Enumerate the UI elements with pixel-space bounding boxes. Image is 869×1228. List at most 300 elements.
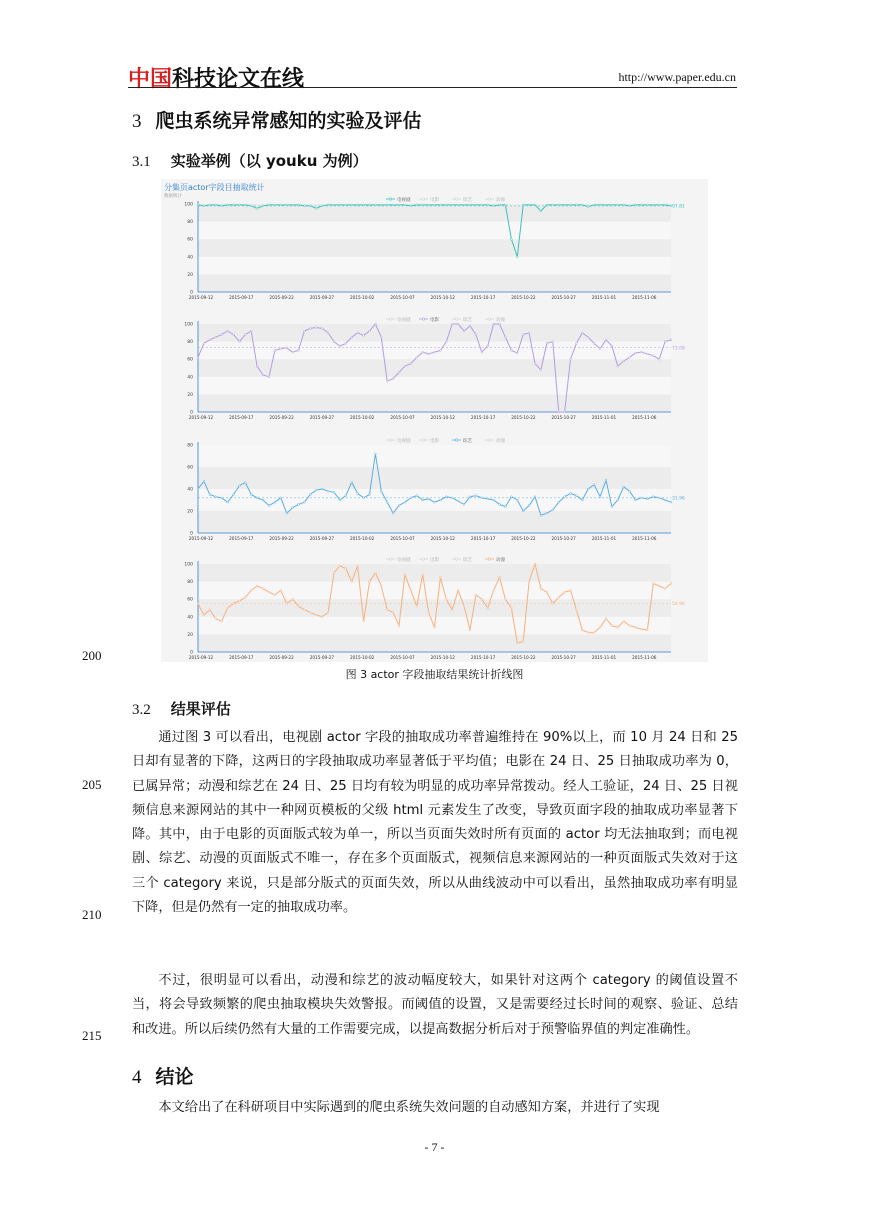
data-point[interactable] [197, 204, 199, 206]
data-point[interactable] [351, 581, 353, 583]
data-point[interactable] [593, 484, 595, 486]
data-point[interactable] [516, 499, 518, 501]
data-point[interactable] [587, 336, 589, 338]
data-point[interactable] [268, 505, 270, 507]
data-point[interactable] [422, 499, 424, 501]
data-point[interactable] [434, 351, 436, 353]
data-point[interactable] [386, 204, 388, 206]
data-point[interactable] [256, 365, 258, 367]
data-point[interactable] [203, 342, 205, 344]
data-point[interactable] [522, 204, 524, 206]
data-point[interactable] [540, 515, 542, 517]
header-url[interactable]: http://www.paper.edu.cn [618, 70, 736, 84]
data-point[interactable] [256, 208, 258, 210]
data-point[interactable] [664, 204, 666, 206]
data-point[interactable] [268, 204, 270, 206]
data-point[interactable] [664, 588, 666, 590]
data-point[interactable] [605, 618, 607, 620]
data-point[interactable] [274, 501, 276, 503]
data-point[interactable] [481, 598, 483, 600]
data-point[interactable] [298, 350, 300, 352]
data-point[interactable] [309, 494, 311, 496]
data-point[interactable] [380, 204, 382, 206]
data-point[interactable] [386, 501, 388, 503]
data-point[interactable] [629, 490, 631, 492]
data-point[interactable] [623, 486, 625, 488]
data-point[interactable] [440, 576, 442, 578]
data-point[interactable] [487, 204, 489, 206]
data-point[interactable] [386, 380, 388, 382]
data-point[interactable] [481, 204, 483, 206]
data-point[interactable] [540, 369, 542, 371]
data-point[interactable] [404, 204, 406, 206]
data-point[interactable] [197, 603, 199, 605]
data-point[interactable] [617, 365, 619, 367]
data-point[interactable] [658, 497, 660, 499]
data-point[interactable] [197, 488, 199, 490]
data-point[interactable] [534, 496, 536, 498]
data-point[interactable] [221, 620, 223, 622]
data-point[interactable] [528, 505, 530, 507]
data-point[interactable] [233, 334, 235, 336]
data-point[interactable] [286, 603, 288, 605]
data-point[interactable] [451, 204, 453, 206]
data-point[interactable] [499, 204, 501, 206]
data-point[interactable] [369, 204, 371, 206]
data-point[interactable] [469, 629, 471, 631]
data-point[interactable] [363, 620, 365, 622]
data-point[interactable] [593, 632, 595, 634]
data-point[interactable] [434, 626, 436, 628]
data-point[interactable] [280, 348, 282, 350]
data-point[interactable] [398, 505, 400, 507]
data-point[interactable] [635, 352, 637, 354]
data-point[interactable] [280, 497, 282, 499]
data-point[interactable] [505, 506, 507, 508]
data-point[interactable] [475, 594, 477, 596]
data-point[interactable] [209, 339, 211, 341]
data-point[interactable] [244, 597, 246, 599]
data-point[interactable] [309, 328, 311, 330]
data-point[interactable] [623, 620, 625, 622]
data-point[interactable] [422, 351, 424, 353]
data-point[interactable] [528, 332, 530, 334]
data-point[interactable] [374, 204, 376, 206]
data-point[interactable] [380, 336, 382, 338]
data-point[interactable] [404, 365, 406, 367]
data-point[interactable] [564, 591, 566, 593]
data-point[interactable] [641, 204, 643, 206]
data-point[interactable] [505, 598, 507, 600]
data-point[interactable] [238, 600, 240, 602]
data-point[interactable] [203, 614, 205, 616]
data-point[interactable] [457, 500, 459, 502]
data-point[interactable] [374, 323, 376, 325]
data-point[interactable] [244, 482, 246, 484]
data-point[interactable] [570, 493, 572, 495]
data-point[interactable] [233, 494, 235, 496]
data-point[interactable] [576, 204, 578, 206]
data-point[interactable] [250, 330, 252, 332]
data-point[interactable] [292, 598, 294, 600]
data-point[interactable] [333, 341, 335, 343]
data-point[interactable] [487, 345, 489, 347]
data-point[interactable] [505, 204, 507, 206]
data-point[interactable] [304, 330, 306, 332]
data-point[interactable] [238, 341, 240, 343]
data-point[interactable] [244, 334, 246, 336]
data-point[interactable] [274, 594, 276, 596]
data-point[interactable] [552, 204, 554, 206]
data-point[interactable] [481, 351, 483, 353]
data-point[interactable] [670, 205, 672, 207]
data-point[interactable] [623, 204, 625, 206]
data-point[interactable] [623, 360, 625, 362]
data-point[interactable] [475, 495, 477, 497]
data-point[interactable] [593, 204, 595, 206]
data-point[interactable] [652, 204, 654, 206]
data-point[interactable] [445, 204, 447, 206]
data-point[interactable] [392, 512, 394, 514]
data-point[interactable] [238, 204, 240, 206]
legend-label[interactable]: 电视剧 [397, 557, 411, 563]
data-point[interactable] [516, 352, 518, 354]
data-point[interactable] [652, 496, 654, 498]
data-point[interactable] [280, 590, 282, 592]
data-point[interactable] [570, 204, 572, 206]
data-point[interactable] [652, 582, 654, 584]
data-point[interactable] [576, 495, 578, 497]
data-point[interactable] [369, 330, 371, 332]
data-point[interactable] [321, 205, 323, 207]
data-point[interactable] [197, 357, 199, 359]
data-point[interactable] [440, 350, 442, 352]
data-point[interactable] [274, 204, 276, 206]
data-point[interactable] [345, 495, 347, 497]
data-point[interactable] [475, 334, 477, 336]
data-point[interactable] [564, 496, 566, 498]
data-point[interactable] [351, 204, 353, 206]
data-point[interactable] [646, 353, 648, 355]
data-point[interactable] [238, 485, 240, 487]
data-point[interactable] [670, 582, 672, 584]
data-point[interactable] [451, 323, 453, 325]
data-point[interactable] [617, 499, 619, 501]
data-point[interactable] [505, 336, 507, 338]
data-point[interactable] [581, 629, 583, 631]
data-point[interactable] [321, 328, 323, 330]
data-point[interactable] [221, 497, 223, 499]
data-point[interactable] [227, 607, 229, 609]
data-point[interactable] [410, 497, 412, 499]
data-point[interactable] [599, 626, 601, 628]
data-point[interactable] [262, 499, 264, 501]
data-point[interactable] [516, 642, 518, 644]
data-point[interactable] [428, 498, 430, 500]
data-point[interactable] [233, 603, 235, 605]
data-point[interactable] [321, 488, 323, 490]
data-point[interactable] [510, 350, 512, 352]
data-point[interactable] [215, 204, 217, 206]
data-point[interactable] [510, 607, 512, 609]
data-point[interactable] [327, 332, 329, 334]
data-point[interactable] [327, 612, 329, 614]
data-point[interactable] [445, 341, 447, 343]
data-point[interactable] [345, 342, 347, 344]
data-point[interactable] [534, 204, 536, 206]
data-point[interactable] [339, 565, 341, 567]
data-point[interactable] [635, 499, 637, 501]
legend-label[interactable]: 电影 [430, 317, 439, 323]
data-point[interactable] [605, 339, 607, 341]
data-point[interactable] [440, 204, 442, 206]
data-point[interactable] [564, 204, 566, 206]
data-point[interactable] [646, 204, 648, 206]
data-point[interactable] [416, 495, 418, 497]
data-point[interactable] [463, 204, 465, 206]
data-point[interactable] [333, 204, 335, 206]
legend-label[interactable]: 动漫 [496, 317, 505, 323]
data-point[interactable] [510, 496, 512, 498]
data-point[interactable] [363, 204, 365, 206]
legend-label[interactable]: 电视剧 [397, 317, 411, 323]
data-point[interactable] [250, 590, 252, 592]
data-point[interactable] [363, 497, 365, 499]
data-point[interactable] [392, 378, 394, 380]
data-point[interactable] [587, 488, 589, 490]
data-point[interactable] [493, 323, 495, 325]
data-point[interactable] [233, 204, 235, 206]
data-point[interactable] [522, 334, 524, 336]
data-point[interactable] [398, 204, 400, 206]
data-point[interactable] [309, 205, 311, 207]
data-point[interactable] [445, 496, 447, 498]
data-point[interactable] [593, 342, 595, 344]
data-point[interactable] [357, 565, 359, 567]
data-point[interactable] [570, 358, 572, 360]
data-point[interactable] [646, 498, 648, 500]
data-point[interactable] [339, 345, 341, 347]
data-point[interactable] [321, 616, 323, 618]
data-point[interactable] [546, 591, 548, 593]
data-point[interactable] [209, 204, 211, 206]
legend-label[interactable]: 电影 [430, 197, 439, 203]
data-point[interactable] [333, 491, 335, 493]
data-point[interactable] [309, 612, 311, 614]
data-point[interactable] [374, 572, 376, 574]
data-point[interactable] [203, 480, 205, 482]
data-point[interactable] [516, 256, 518, 258]
data-point[interactable] [227, 204, 229, 206]
data-point[interactable] [558, 411, 560, 413]
data-point[interactable] [558, 597, 560, 599]
data-point[interactable] [369, 581, 371, 583]
data-point[interactable] [587, 206, 589, 208]
data-point[interactable] [410, 363, 412, 365]
data-point[interactable] [298, 204, 300, 206]
data-point[interactable] [658, 585, 660, 587]
data-point[interactable] [374, 453, 376, 455]
data-point[interactable] [404, 501, 406, 503]
data-point[interactable] [250, 205, 252, 207]
data-point[interactable] [286, 347, 288, 349]
data-point[interactable] [280, 204, 282, 206]
data-point[interactable] [215, 496, 217, 498]
data-point[interactable] [422, 204, 424, 206]
data-point[interactable] [262, 588, 264, 590]
data-point[interactable] [345, 568, 347, 570]
data-point[interactable] [528, 204, 530, 206]
data-point[interactable] [463, 504, 465, 506]
data-point[interactable] [493, 499, 495, 501]
data-point[interactable] [635, 204, 637, 206]
data-point[interactable] [380, 585, 382, 587]
data-point[interactable] [327, 490, 329, 492]
legend-label[interactable]: 综艺 [463, 557, 472, 563]
data-point[interactable] [410, 205, 412, 207]
data-point[interactable] [581, 204, 583, 206]
legend-label[interactable]: 动漫 [496, 197, 505, 203]
data-point[interactable] [333, 572, 335, 574]
data-point[interactable] [605, 479, 607, 481]
data-point[interactable] [221, 334, 223, 336]
data-point[interactable] [215, 336, 217, 338]
data-point[interactable] [546, 342, 548, 344]
data-point[interactable] [221, 205, 223, 207]
data-point[interactable] [428, 353, 430, 355]
data-point[interactable] [552, 603, 554, 605]
data-point[interactable] [339, 204, 341, 206]
data-point[interactable] [286, 204, 288, 206]
data-point[interactable] [611, 345, 613, 347]
data-point[interactable] [410, 590, 412, 592]
data-point[interactable] [463, 605, 465, 607]
data-point[interactable] [268, 591, 270, 593]
data-point[interactable] [670, 339, 672, 341]
data-point[interactable] [611, 204, 613, 206]
data-point[interactable] [203, 205, 205, 207]
data-point[interactable] [262, 205, 264, 207]
data-point[interactable] [481, 497, 483, 499]
data-point[interactable] [469, 204, 471, 206]
data-point[interactable] [528, 581, 530, 583]
data-point[interactable] [274, 350, 276, 352]
data-point[interactable] [351, 482, 353, 484]
data-point[interactable] [304, 501, 306, 503]
data-point[interactable] [357, 332, 359, 334]
data-point[interactable] [599, 496, 601, 498]
data-point[interactable] [558, 204, 560, 206]
legend-label[interactable]: 电视剧 [397, 197, 411, 203]
data-point[interactable] [315, 614, 317, 616]
data-point[interactable] [298, 504, 300, 506]
data-point[interactable] [398, 372, 400, 374]
data-point[interactable] [363, 335, 365, 337]
data-point[interactable] [286, 512, 288, 514]
data-point[interactable] [664, 499, 666, 501]
data-point[interactable] [611, 625, 613, 627]
data-point[interactable] [298, 605, 300, 607]
data-point[interactable] [540, 210, 542, 212]
data-point[interactable] [451, 497, 453, 499]
data-point[interactable] [304, 609, 306, 611]
data-point[interactable] [540, 588, 542, 590]
data-point[interactable] [339, 499, 341, 501]
data-point[interactable] [546, 512, 548, 514]
data-point[interactable] [576, 609, 578, 611]
data-point[interactable] [581, 332, 583, 334]
data-point[interactable] [611, 506, 613, 508]
data-point[interactable] [646, 629, 648, 631]
data-point[interactable] [404, 574, 406, 576]
data-point[interactable] [369, 494, 371, 496]
data-point[interactable] [652, 355, 654, 357]
data-point[interactable] [534, 363, 536, 365]
data-point[interactable] [599, 204, 601, 206]
data-point[interactable] [227, 330, 229, 332]
data-point[interactable] [386, 609, 388, 611]
data-point[interactable] [629, 205, 631, 207]
legend-label[interactable]: 动漫 [496, 438, 505, 444]
data-point[interactable] [487, 607, 489, 609]
data-point[interactable] [522, 641, 524, 643]
data-point[interactable] [292, 351, 294, 353]
data-point[interactable] [587, 632, 589, 634]
data-point[interactable] [315, 327, 317, 329]
data-point[interactable] [605, 204, 607, 206]
data-point[interactable] [457, 590, 459, 592]
data-point[interactable] [416, 605, 418, 607]
data-point[interactable] [658, 204, 660, 206]
data-point[interactable] [641, 497, 643, 499]
data-point[interactable] [475, 204, 477, 206]
data-point[interactable] [641, 628, 643, 630]
data-point[interactable] [209, 609, 211, 611]
data-point[interactable] [292, 204, 294, 206]
data-point[interactable] [416, 204, 418, 206]
data-point[interactable] [629, 357, 631, 359]
legend-label[interactable]: 动漫 [496, 557, 505, 563]
data-point[interactable] [357, 204, 359, 206]
data-point[interactable] [469, 325, 471, 327]
data-point[interactable] [463, 330, 465, 332]
data-point[interactable] [292, 507, 294, 509]
data-point[interactable] [268, 376, 270, 378]
data-point[interactable] [493, 590, 495, 592]
legend-label[interactable]: 电影 [430, 438, 439, 444]
data-point[interactable] [256, 497, 258, 499]
data-point[interactable] [315, 208, 317, 210]
data-point[interactable] [552, 509, 554, 511]
data-point[interactable] [635, 626, 637, 628]
data-point[interactable] [581, 499, 583, 501]
data-point[interactable] [428, 612, 430, 614]
data-point[interactable] [510, 238, 512, 240]
data-point[interactable] [422, 574, 424, 576]
data-point[interactable] [457, 204, 459, 206]
data-point[interactable] [451, 609, 453, 611]
legend-label[interactable]: 综艺 [463, 438, 472, 444]
data-point[interactable] [617, 626, 619, 628]
data-point[interactable] [315, 489, 317, 491]
data-point[interactable] [457, 323, 459, 325]
data-point[interactable] [250, 494, 252, 496]
data-point[interactable] [546, 204, 548, 206]
legend-label[interactable]: 电影 [430, 557, 439, 563]
data-point[interactable] [599, 348, 601, 350]
data-point[interactable] [327, 204, 329, 206]
data-point[interactable] [215, 618, 217, 620]
